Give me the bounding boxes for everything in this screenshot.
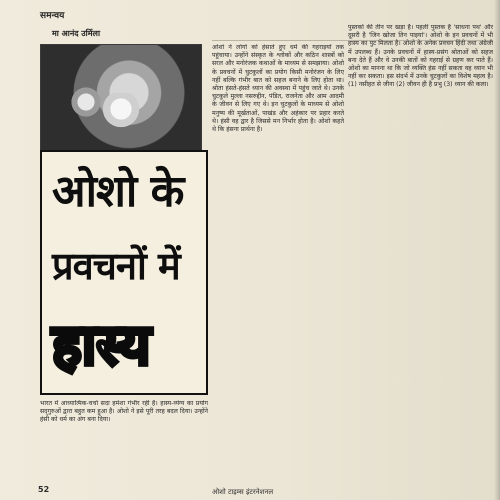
right-text: पुस्तकों की तीन पर खड़ा है। पहली पुस्तक है 'साधना पथ' और दूसरी है 'जिन खोजा तिन पाइयां'। ओशो के इन प्रवचनों में भी हास्य का पुट मिलता है। ओशो के अनेक प्रवचन हिंदी तथा अंग्रेजी में उपलब्ध हैं। उनके प्रवचनों में हास्य-प्रसंग श्रोताओं को सहज बना देते हैं और वे उनकी बातों को गहराई से ग्रहण कर पाते हैं। ओशो का मानना था कि जो व्यक्ति हंस नहीं सकता वह ध्यान भी नहीं कर सकता। इस संदर्भ में उनके चुटकुलों का विशेष महत्व है। (1) नसीहत से जीना (2) जीवन ही है प्रभु (3) ध्यान की कला। (348, 24, 493, 89)
middle-column (212, 44, 344, 489)
left-lower-text: भारत में आध्यात्मिक-चर्चा सदा हमेशा गंभीर रही है। हास्य-व्यंग्य का प्रयोग सद्‌गुरुओं द्वारा बहुत कम हुआ है। ओशो ने इसे पूरी तरह बदल दिया। उन्होंने हंसी को धर्म का अंग बना दिया। (40, 400, 208, 424)
title-line-3: हास्य (52, 312, 151, 378)
title-box (40, 150, 208, 395)
title-line-2: प्रवचनों में (52, 243, 180, 288)
middle-text: ओशो ने लोगों को हंसाते हुए धर्म की गहराइयों तक पहुंचाया। उन्होंने संस्कृत के श्लोकों और कठिन शास्त्रों को सरल और मनोरंजक कथाओं के माध्यम से समझाया। ओशो के प्रवचनों में चुटकुलों का प्रयोग किसी मनोरंजन के लिए नहीं बल्कि गंभीर बात को सहज बनाने के लिए होता था। श्रोता हंसते-हंसते ध्यान की अवस्था में पहुंच जाते थे। उनके चुटकुले मुल्ला नसरुद्दीन, पंडित, राजनेता और आम आदमी के जीवन से लिए गए थे। इन चुटकुलों के माध्यम से ओशो मनुष्य की मूर्खताओं, पाखंड और अहंकार पर प्रहार करते थे। हंसी वह द्वार है जिससे मन निर्भार होता है। ओशो कहते थे कि हंसना प्रार्थना है। (212, 44, 344, 134)
page-edge-shadow (494, 0, 500, 500)
publication-name: ओशो टाइम्स इंटरनेशनल (212, 488, 274, 496)
right-column (348, 24, 493, 489)
beard-icon (103, 93, 139, 133)
page-number: 52 (38, 485, 50, 494)
author-photo (40, 44, 202, 152)
raised-hand-icon (65, 81, 108, 124)
byline: मा आनंद उर्मिला (52, 29, 101, 38)
left-lower-column (40, 400, 208, 490)
title-line-1: ओशो के (52, 166, 184, 217)
header-block (40, 8, 210, 48)
section-tag: समन्वय (40, 11, 65, 21)
